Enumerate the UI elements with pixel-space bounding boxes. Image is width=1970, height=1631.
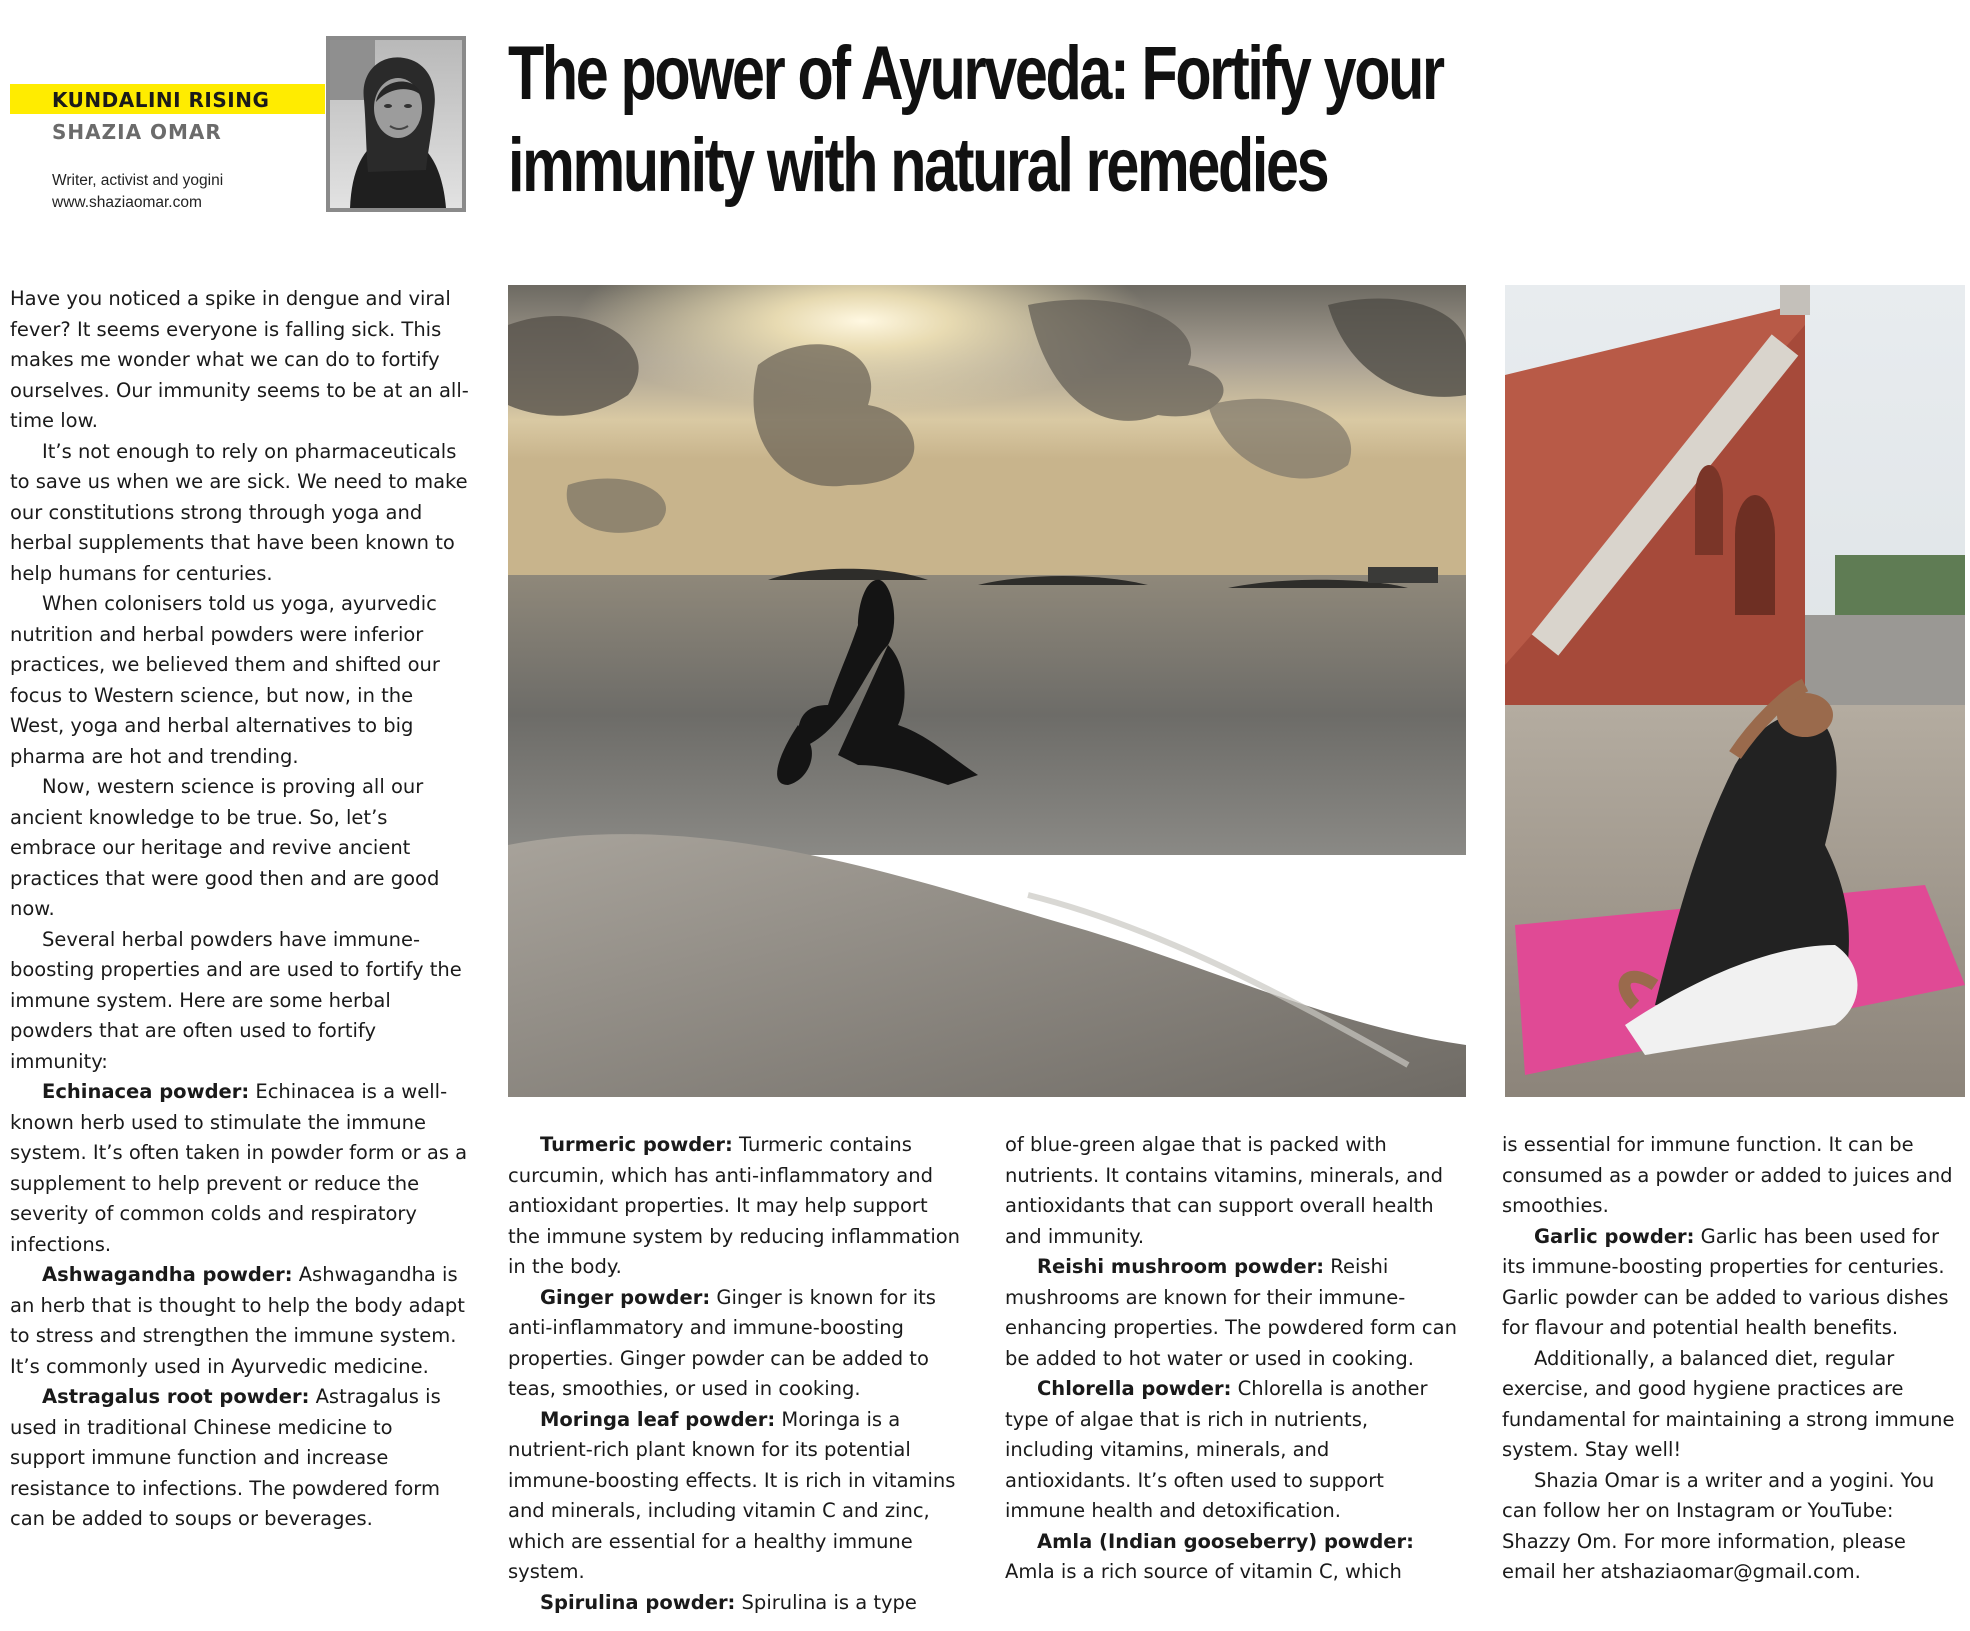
paragraph-spirulina: Spirulina powder: Spirulina is a type	[540, 1590, 917, 1614]
beach-yoga-image	[508, 285, 1466, 1097]
paragraph-continued: of blue-green algae that is packed with nutrients. It contains vitamins, minerals, and antioxidants that can support overall health and immunity.	[1005, 1133, 1443, 1248]
observatory-yoga-image	[1505, 285, 1965, 1097]
term-astragalus: Astragalus root powder:	[42, 1385, 310, 1408]
term-turmeric: Turmeric powder:	[540, 1133, 733, 1156]
headline-line-1: The power of Ayurveda: Fortify your	[508, 31, 1443, 116]
author-byline: SHAZIA OMAR	[52, 120, 222, 144]
beach-yoga-photo	[508, 285, 1466, 1097]
term-amla: Amla (Indian gooseberry) powder:	[1037, 1529, 1414, 1553]
paragraph-turmeric: Turmeric powder: Turmeric contains curcumin, which has anti-inflammatory and antioxidant properties. It may help support the immune system by reducing inflammation in the body.	[508, 1133, 961, 1278]
paragraph-chlorella: Chlorella powder: Chlorella is another type of algae that is rich in nutrients, including vitamins, minerals, and antioxidants. It’s often used to support immune health and detoxification.	[1005, 1377, 1428, 1522]
term-moringa: Moringa leaf powder:	[540, 1407, 776, 1431]
paragraph-continued: is essential for immune function. It can be consumed as a powder or added to juices and smoothies.	[1502, 1133, 1953, 1217]
paragraph-amla: Amla (Indian gooseberry) powder: Amla is a rich source of vitamin C, which	[1005, 1529, 1414, 1583]
paragraph: Several herbal powders have immune-boosting properties and are used to fortify the immune system. Here are some herbal powders that are often used to fortify immunity:	[10, 927, 462, 1073]
paragraph: Additionally, a balanced diet, regular exercise, and good hygiene practices are fundamental for maintaining a strong immune system. Stay well!	[1502, 1346, 1955, 1461]
article-column-3	[1005, 1130, 1461, 1588]
paragraph-astragalus: Astragalus root powder: Astragalus is used in traditional Chinese medicine to support immune function and increase resistance to infections. The powdered form can be added to soups or beverages.	[10, 1385, 441, 1530]
article-column-1	[10, 284, 472, 1535]
paragraph-garlic: Garlic powder: Garlic has been used for its immune-boosting properties for centuries. Garlic powder can be added to various dishes for flavour and potential health benefits.	[1502, 1224, 1949, 1339]
author-portrait	[326, 36, 466, 212]
headline-line-2: immunity with natural remedies	[508, 123, 1328, 208]
article-column-4	[1502, 1130, 1958, 1588]
paragraph-ashwagandha: Ashwagandha powder: Ashwagandha is an herb that is thought to help the body adapt to stress and strengthen the immune system. It’s commonly used in Ayurvedic medicine.	[10, 1263, 465, 1378]
paragraph: Now, western science is proving all our ancient knowledge to be true. So, let’s embrace our heritage and revive ancient practices that were good then and are good now.	[10, 775, 440, 920]
term-chlorella: Chlorella powder:	[1037, 1377, 1232, 1400]
paragraph: It’s not enough to rely on pharmaceuticals to save us when we are sick. We need to make our constitutions strong through yoga and herbal supplements that have been known to help humans for centuries.	[10, 439, 468, 585]
author-role: Writer, activist and yogini	[52, 172, 224, 189]
column-kicker: KUNDALINI RISING	[52, 88, 270, 112]
author-portrait-image	[330, 40, 462, 208]
paragraph-reishi: Reishi mushroom powder: Reishi mushrooms are known for their immune-enhancing properties. The powdered form can be added to hot water or used in cooking.	[1005, 1255, 1457, 1370]
term-reishi: Reishi mushroom powder:	[1037, 1255, 1325, 1278]
paragraph-moringa: Moringa leaf powder: Moringa is a nutrient-rich plant known for its potential immune-boosting effects. It is rich in vitamins and minerals, including vitamin C and zinc, which are essential for a healthy immune system.	[508, 1407, 956, 1583]
article-column-2	[508, 1130, 964, 1618]
term-spirulina: Spirulina powder:	[540, 1590, 736, 1614]
article-headline	[508, 28, 1943, 212]
term-ginger: Ginger powder:	[540, 1285, 711, 1309]
paragraph-ginger: Ginger powder: Ginger is known for its anti-inflammatory and immune-boosting properties. Ginger powder can be added to teas, smoothies, or used in cooking.	[508, 1285, 936, 1400]
term-ashwagandha: Ashwagandha powder:	[42, 1263, 293, 1286]
author-description	[52, 170, 223, 214]
term-echinacea: Echinacea powder:	[42, 1080, 250, 1103]
observatory-yoga-photo	[1505, 285, 1965, 1097]
author-bio: Shazia Omar is a writer and a yogini. You can follow her on Instagram or YouTube: Shazzy Om. For more information, please email her atshaziaomar@gmail.com.	[1502, 1468, 1935, 1583]
paragraph: Have you noticed a spike in dengue and viral fever? It seems everyone is falling sick. This makes me wonder what we can do to fortify ourselves. Our immunity seems to be at an all-time low.	[10, 287, 469, 432]
paragraph: When colonisers told us yoga, ayurvedic nutrition and herbal powders were inferior practices, we believed them and shifted our focus to Western science, but now, in the West, yoga and herbal alternatives to big pharma are hot and trending.	[10, 592, 440, 768]
author-website: www.shaziaomar.com	[52, 194, 202, 211]
paragraph-echinacea: Echinacea powder: Echinacea is a well-known herb used to stimulate the immune system. It’s often taken in powder form or as a supplement to help prevent or reduce the severity of common colds and respiratory infections.	[10, 1080, 468, 1256]
term-garlic: Garlic powder:	[1534, 1224, 1695, 1248]
